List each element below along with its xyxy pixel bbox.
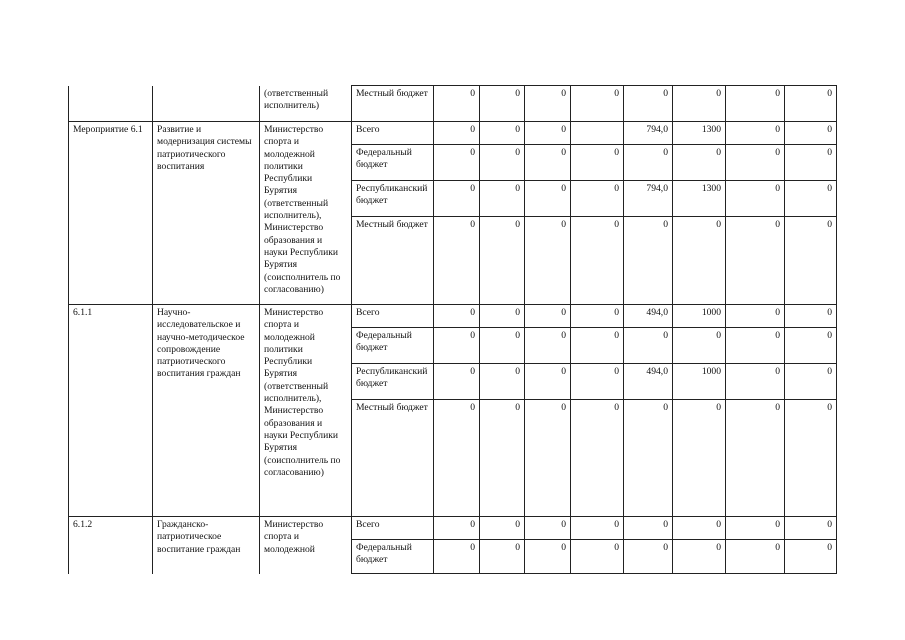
source-cell: Местный бюджет	[352, 400, 434, 517]
value-cell	[571, 122, 624, 145]
value-cell: 494,0	[624, 364, 673, 400]
value-cell: 0	[525, 540, 571, 574]
value-cell: 0	[785, 517, 837, 540]
value-cell: 0	[624, 217, 673, 305]
value-cell: 0	[673, 400, 726, 517]
executor-cell: Министерство спорта и молодежной	[260, 517, 352, 574]
table-row	[69, 122, 837, 145]
value-cell: 0	[673, 517, 726, 540]
value-cell: 0	[525, 86, 571, 122]
value-cell: 0	[434, 364, 480, 400]
name-cell: Научно-исследовательское и научно-методическое сопровождение патриотического воспитания граждан	[153, 305, 260, 517]
name-cell: Развитие и модернизация системы патриотического воспитания	[153, 122, 260, 305]
value-cell: 0	[480, 145, 525, 181]
value-cell: 0	[726, 122, 785, 145]
budget-table	[68, 85, 837, 574]
source-cell: Федеральный бюджет	[352, 145, 434, 181]
value-cell: 0	[571, 328, 624, 364]
value-cell: 0	[726, 217, 785, 305]
value-cell: 0	[571, 400, 624, 517]
value-cell: 0	[624, 517, 673, 540]
source-cell: Местный бюджет	[352, 86, 434, 122]
value-cell: 0	[624, 145, 673, 181]
value-cell: 0	[525, 217, 571, 305]
value-cell: 0	[726, 517, 785, 540]
value-cell: 0	[434, 122, 480, 145]
value-cell: 0	[480, 122, 525, 145]
executor-cell: Министерство спорта и молодежной политики Республики Бурятия (ответственный исполнитель), Министерство образования и науки Республики Бурятия (соисполнитель по согласованию)	[260, 122, 352, 305]
source-cell: Республиканский бюджет	[352, 364, 434, 400]
value-cell: 0	[673, 217, 726, 305]
value-cell: 0	[525, 400, 571, 517]
value-cell: 0	[571, 517, 624, 540]
value-cell: 0	[480, 540, 525, 574]
executor-cell: Министерство спорта и молодежной политики Республики Бурятия (ответственный исполнитель), Министерство образования и науки Республики Бурятия (соисполнитель по согласованию)	[260, 305, 352, 517]
value-cell: 1000	[673, 364, 726, 400]
name-cell: Гражданско-патриотическое воспитание граждан	[153, 517, 260, 574]
source-cell: Федеральный бюджет	[352, 540, 434, 574]
value-cell: 0	[624, 540, 673, 574]
value-cell: 0	[726, 328, 785, 364]
value-cell: 0	[434, 181, 480, 217]
value-cell: 0	[434, 145, 480, 181]
value-cell: 0	[571, 364, 624, 400]
value-cell: 0	[571, 181, 624, 217]
value-cell: 0	[525, 122, 571, 145]
value-cell: 0	[726, 305, 785, 328]
code-cell: 6.1.2	[69, 517, 153, 574]
value-cell: 0	[785, 400, 837, 517]
value-cell: 0	[673, 540, 726, 574]
value-cell: 0	[434, 517, 480, 540]
value-cell: 0	[785, 122, 837, 145]
value-cell: 0	[673, 145, 726, 181]
value-cell: 0	[571, 540, 624, 574]
value-cell: 0	[785, 364, 837, 400]
value-cell: 0	[434, 328, 480, 364]
value-cell: 0	[480, 364, 525, 400]
value-cell: 0	[480, 305, 525, 328]
value-cell: 0	[434, 305, 480, 328]
value-cell: 0	[434, 540, 480, 574]
value-cell: 0	[434, 86, 480, 122]
source-cell: Всего	[352, 122, 434, 145]
value-cell: 0	[525, 328, 571, 364]
value-cell: 0	[525, 181, 571, 217]
value-cell: 1300	[673, 122, 726, 145]
value-cell: 0	[726, 540, 785, 574]
value-cell: 0	[571, 145, 624, 181]
value-cell: 494,0	[624, 305, 673, 328]
value-cell: 0	[785, 181, 837, 217]
value-cell: 1300	[673, 181, 726, 217]
value-cell: 0	[434, 217, 480, 305]
value-cell: 0	[571, 305, 624, 328]
table-row	[69, 517, 837, 540]
value-cell: 0	[480, 181, 525, 217]
value-cell: 0	[480, 217, 525, 305]
value-cell: 0	[525, 305, 571, 328]
value-cell: 0	[571, 86, 624, 122]
value-cell: 0	[624, 328, 673, 364]
value-cell: 0	[480, 86, 525, 122]
source-cell: Местный бюджет	[352, 217, 434, 305]
value-cell: 0	[726, 364, 785, 400]
value-cell: 0	[785, 86, 837, 122]
value-cell: 0	[785, 305, 837, 328]
value-cell: 0	[726, 400, 785, 517]
source-cell: Всего	[352, 305, 434, 328]
value-cell: 794,0	[624, 122, 673, 145]
value-cell: 0	[785, 328, 837, 364]
code-cell	[69, 86, 153, 122]
value-cell: 1000	[673, 305, 726, 328]
source-cell: Федеральный бюджет	[352, 328, 434, 364]
value-cell: 0	[571, 217, 624, 305]
value-cell: 0	[480, 400, 525, 517]
value-cell: 0	[673, 328, 726, 364]
value-cell: 0	[480, 517, 525, 540]
value-cell: 0	[525, 517, 571, 540]
value-cell: 0	[726, 181, 785, 217]
source-cell: Всего	[352, 517, 434, 540]
executor-cell: (ответственный исполнитель)	[260, 86, 352, 122]
table-row	[69, 86, 837, 122]
name-cell	[153, 86, 260, 122]
source-cell: Республиканский бюджет	[352, 181, 434, 217]
value-cell: 0	[434, 400, 480, 517]
value-cell: 0	[785, 540, 837, 574]
value-cell: 0	[673, 86, 726, 122]
value-cell: 0	[624, 86, 673, 122]
table-body	[69, 86, 837, 574]
value-cell: 0	[525, 364, 571, 400]
value-cell: 794,0	[624, 181, 673, 217]
value-cell: 0	[785, 217, 837, 305]
value-cell: 0	[480, 328, 525, 364]
value-cell: 0	[624, 400, 673, 517]
code-cell: 6.1.1	[69, 305, 153, 517]
table-row	[69, 305, 837, 328]
value-cell: 0	[726, 86, 785, 122]
code-cell: Мероприятие 6.1	[69, 122, 153, 305]
value-cell: 0	[785, 145, 837, 181]
value-cell: 0	[525, 145, 571, 181]
value-cell: 0	[726, 145, 785, 181]
